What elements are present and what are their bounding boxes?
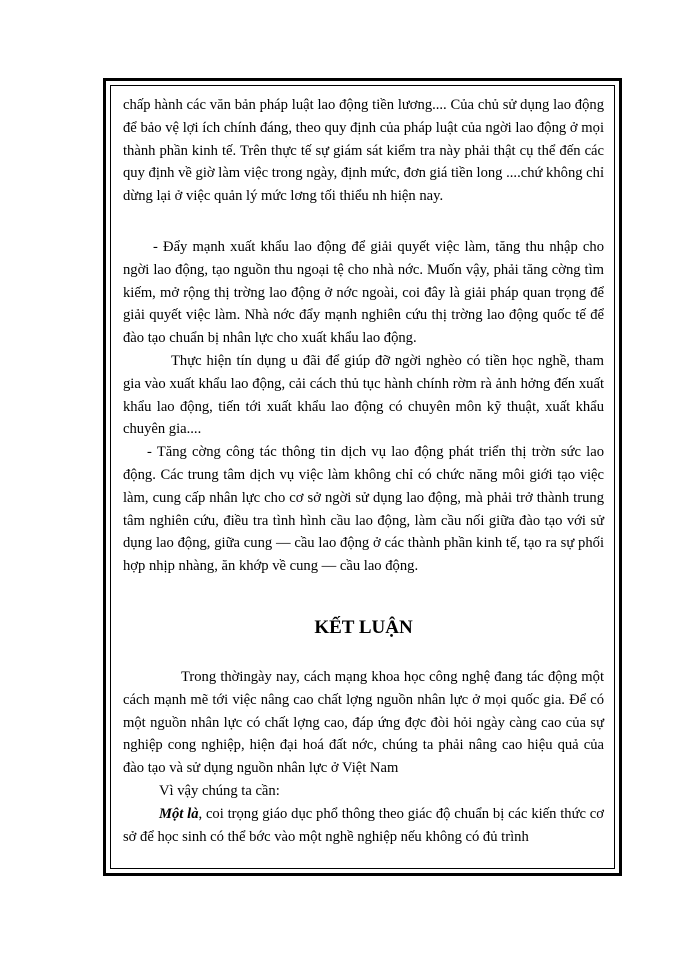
first-point-text: , coi trọng giáo dục phổ thông theo giác độ chuẩn bị các kiến thức cơ sở để học sinh có thể bớc vào một nghề nghiệp nếu không có đủ trình	[123, 805, 604, 845]
paragraph-first-point	[123, 803, 604, 849]
paragraph-labor-export: - Đẩy mạnh xuất khẩu lao động để giải quyết việc làm, tăng thu nhập cho ngời lao động, tạo nguồn thu ngoại tệ cho nhà nớc. Muốn vậy, phải tăng cờng tìm kiếm, mở rộng thị trờng lao động ở nớc ngoài, coi đây là giải pháp quan trọng để giải quyết việc làm. Nhà nớc đẩy mạnh nghiên cứu thị trờng lao động quốc tế để đào tạo chuẩn bị nhân lực cho xuất khẩu lao động.	[123, 238, 604, 347]
paragraph-therefore: Vì vậy chúng ta cần:	[159, 782, 280, 799]
paragraph-preferential-credit: Thực hiện tín dụng u đãi để giúp đỡ ngời nghèo có tiền học nghề, tham gia vào xuất khẩu lao động, cải cách thủ tục hành chính rờm rà ảnh hởng đến xuất khẩu lao động, tiến tới xuất khẩu lao động có chuyên môn kỹ thuật, xuất khẩu chuyên gia....	[123, 352, 604, 438]
page-border-inner	[110, 85, 615, 869]
conclusion-heading: KẾT LUẬN	[314, 616, 413, 638]
first-point-lead: Một là	[159, 805, 199, 822]
paragraph-labor-information: - Tăng cờng công tác thông tin dịch vụ lao động phát triển thị trờn sức lao động. Các trung tâm dịch vụ việc làm không chỉ có chức năng môi giới tạo việc làm, cung cấp nhân lực cho cơ sở ngời sử dụng lao động, mà phải trở thành trung tâm nghiên cứu, điều tra tình hình cầu lao động, làm cầu nối giữa đào tạo với sử dụng lao động, giữa cung — cầu lao động ở các thành phần kinh tế, tạo ra sự phối hợp nhịp nhàng, ăn khớp về cung — cầu lao động.	[123, 444, 604, 575]
paragraph-labor-supervision: chấp hành các văn bản pháp luật lao động tiền lương.... Của chủ sử dụng lao động để bảo vệ lợi ích chính đáng, theo quy định của pháp luật của ngời lao động ở mọi thành phần kinh tế. Trên thực tế sự giám sát kiểm tra này phải thật cụ thể đến các quy định về giờ làm việc trong ngày, định mức, đơn giá tiền long ....chứ không chỉ dừng lại ở việc quản lý mức lơng tối thiểu nh hiện nay.	[123, 97, 605, 205]
paragraph-conclusion-intro: Trong thờingày nay, cách mạng khoa học công nghệ đang tác động một cách mạnh mẽ tới việc nâng cao chất lợng nguồn nhân lực ở mọi quốc gia. Để có một nguồn nhân lực có chất lợng cao, đáp ứng đợc đòi hỏi ngày càng cao của sự nghiệp cong nghiệp, hiện đại hoá đất nớc, chúng ta phải nâng cao hiệu quả của đào tạo và sử dụng nguồn nhân lực ở Việt Nam	[123, 668, 604, 777]
document-content	[123, 94, 604, 848]
page-border-outer	[103, 78, 622, 876]
